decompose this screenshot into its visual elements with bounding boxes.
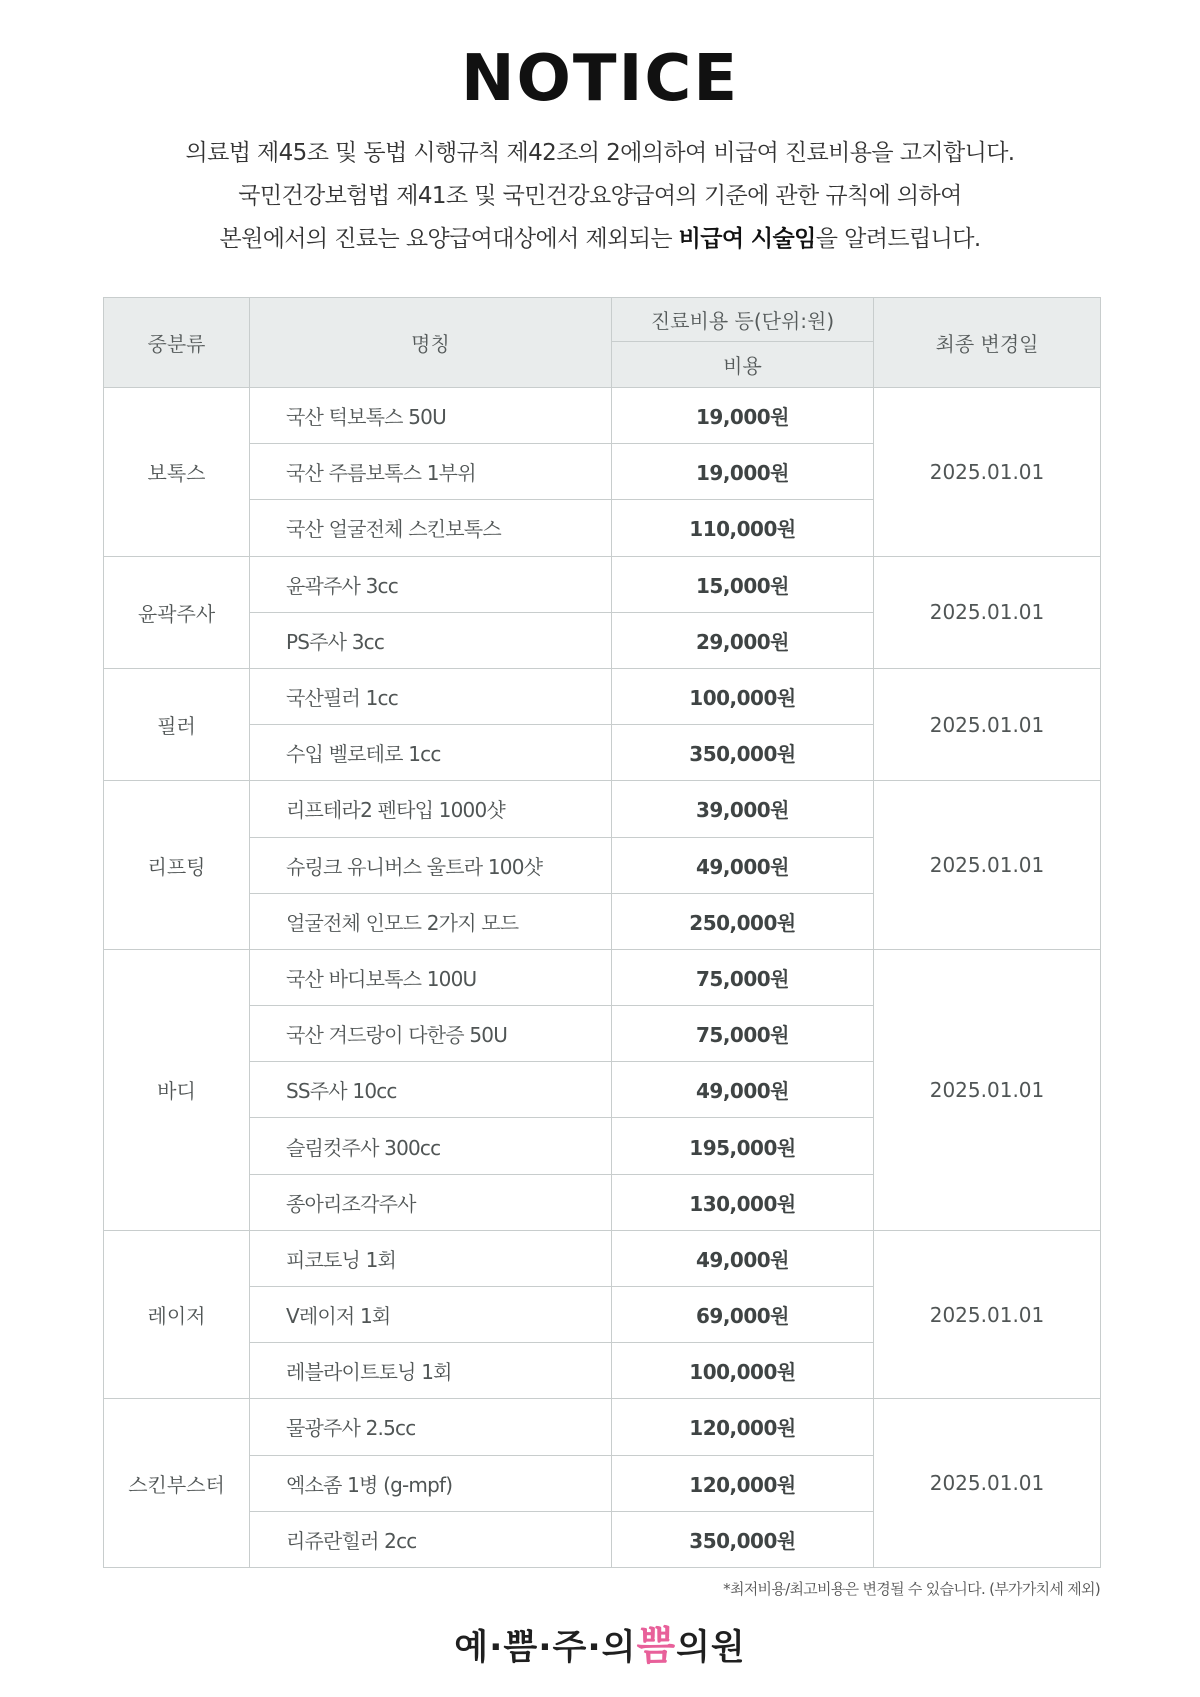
item-name-cell: PS주사 3cc — [250, 612, 612, 668]
logo-text-1: 예·쁨·주·의 — [454, 1628, 637, 1668]
table-row — [104, 949, 1101, 1005]
category-cell: 리프팅 — [104, 781, 250, 950]
item-name-cell: 얼굴전체 인모드 2가지 모드 — [250, 893, 612, 949]
item-price-cell: 110,000원 — [612, 500, 874, 556]
logo-text-2: 의원 — [676, 1628, 746, 1668]
item-price-cell: 100,000원 — [612, 1343, 874, 1399]
item-price-cell: 75,000원 — [612, 949, 874, 1005]
item-name-cell: 레블라이트토닝 1회 — [250, 1343, 612, 1399]
item-name-cell: 슬림컷주사 300cc — [250, 1118, 612, 1174]
intro-line-3 — [0, 218, 1200, 261]
item-price-cell: 49,000원 — [612, 837, 874, 893]
item-price-cell: 39,000원 — [612, 781, 874, 837]
item-price-cell: 350,000원 — [612, 725, 874, 781]
item-name-cell: 윤곽주사 3cc — [250, 556, 612, 612]
table-row — [104, 1399, 1101, 1455]
intro-line-2: 국민건강보험법 제41조 및 국민건강요양급여의 기준에 관한 규칙에 의하여 — [238, 183, 962, 209]
footnote: *최저비용/최고비용은 변경될 수 있습니다. (부가가치세 제외) — [723, 1580, 1100, 1598]
intro-line-3-prefix: 본원에서의 진료는 요양급여대상에서 제외되는 — [219, 226, 679, 252]
item-price-cell: 250,000원 — [612, 893, 874, 949]
date-cell: 2025.01.01 — [874, 949, 1101, 1230]
item-name-cell: SS주사 10cc — [250, 1062, 612, 1118]
date-cell: 2025.01.01 — [874, 388, 1101, 557]
item-price-cell: 130,000원 — [612, 1174, 874, 1230]
item-name-cell: 종아리조각주사 — [250, 1174, 612, 1230]
item-name-cell: V레이저 1회 — [250, 1287, 612, 1343]
item-name-cell: 국산 바디보톡스 100U — [250, 949, 612, 1005]
item-price-cell: 29,000원 — [612, 612, 874, 668]
item-name-cell: 수입 벨로테로 1cc — [250, 725, 612, 781]
date-cell: 2025.01.01 — [874, 556, 1101, 668]
header-category: 중분류 — [104, 298, 250, 388]
item-price-cell: 195,000원 — [612, 1118, 874, 1174]
item-name-cell: 리쥬란힐러 2cc — [250, 1511, 612, 1567]
item-price-cell: 19,000원 — [612, 444, 874, 500]
item-name-cell: 국산필러 1cc — [250, 668, 612, 724]
category-cell: 보톡스 — [104, 388, 250, 557]
table-row — [104, 556, 1101, 612]
item-name-cell: 물광주사 2.5cc — [250, 1399, 612, 1455]
category-cell: 바디 — [104, 949, 250, 1230]
table-row — [104, 388, 1101, 444]
date-cell: 2025.01.01 — [874, 1399, 1101, 1568]
logo-accent: 쁨 — [636, 1623, 677, 1669]
intro-text — [0, 132, 1200, 261]
category-cell: 레이저 — [104, 1230, 250, 1399]
item-price-cell: 15,000원 — [612, 556, 874, 612]
item-price-cell: 49,000원 — [612, 1062, 874, 1118]
item-name-cell: 국산 턱보톡스 50U — [250, 388, 612, 444]
item-name-cell: 국산 주름보톡스 1부위 — [250, 444, 612, 500]
date-cell: 2025.01.01 — [874, 781, 1101, 950]
table-row — [104, 781, 1101, 837]
item-name-cell: 국산 얼굴전체 스킨보톡스 — [250, 500, 612, 556]
intro-line-3-suffix: 을 알려드립니다. — [815, 226, 981, 252]
table-row — [104, 1230, 1101, 1286]
category-cell: 윤곽주사 — [104, 556, 250, 668]
header-cost-group: 진료비용 등(단위:원) — [612, 298, 874, 342]
item-price-cell: 100,000원 — [612, 668, 874, 724]
header-date: 최종 변경일 — [874, 298, 1101, 388]
item-name-cell: 엑소좀 1병 (g-mpf) — [250, 1455, 612, 1511]
date-cell: 2025.01.01 — [874, 668, 1101, 780]
item-name-cell: 리프테라2 펜타입 1000샷 — [250, 781, 612, 837]
item-price-cell: 19,000원 — [612, 388, 874, 444]
header-name: 명칭 — [250, 298, 612, 388]
intro-line-3-bold: 비급여 시술임 — [678, 226, 816, 252]
item-name-cell: 슈링크 유니버스 울트라 100샷 — [250, 837, 612, 893]
fee-table-body — [104, 388, 1101, 1568]
date-cell: 2025.01.01 — [874, 1230, 1101, 1399]
fee-table — [103, 297, 1101, 1568]
clinic-logo — [0, 1614, 1200, 1671]
item-price-cell: 120,000원 — [612, 1455, 874, 1511]
table-row — [104, 668, 1101, 724]
item-price-cell: 75,000원 — [612, 1006, 874, 1062]
category-cell: 스킨부스터 — [104, 1399, 250, 1568]
category-cell: 필러 — [104, 668, 250, 780]
item-price-cell: 49,000원 — [612, 1230, 874, 1286]
item-name-cell: 국산 겨드랑이 다한증 50U — [250, 1006, 612, 1062]
item-price-cell: 120,000원 — [612, 1399, 874, 1455]
intro-line-1: 의료법 제45조 및 동법 시행규칙 제42조의 2에의하여 비급여 진료비용을 고지합니다. — [185, 140, 1015, 166]
header-cost: 비용 — [612, 342, 874, 388]
item-price-cell: 69,000원 — [612, 1287, 874, 1343]
item-name-cell: 피코토닝 1회 — [250, 1230, 612, 1286]
page-title: NOTICE — [460, 42, 740, 116]
item-price-cell: 350,000원 — [612, 1511, 874, 1567]
